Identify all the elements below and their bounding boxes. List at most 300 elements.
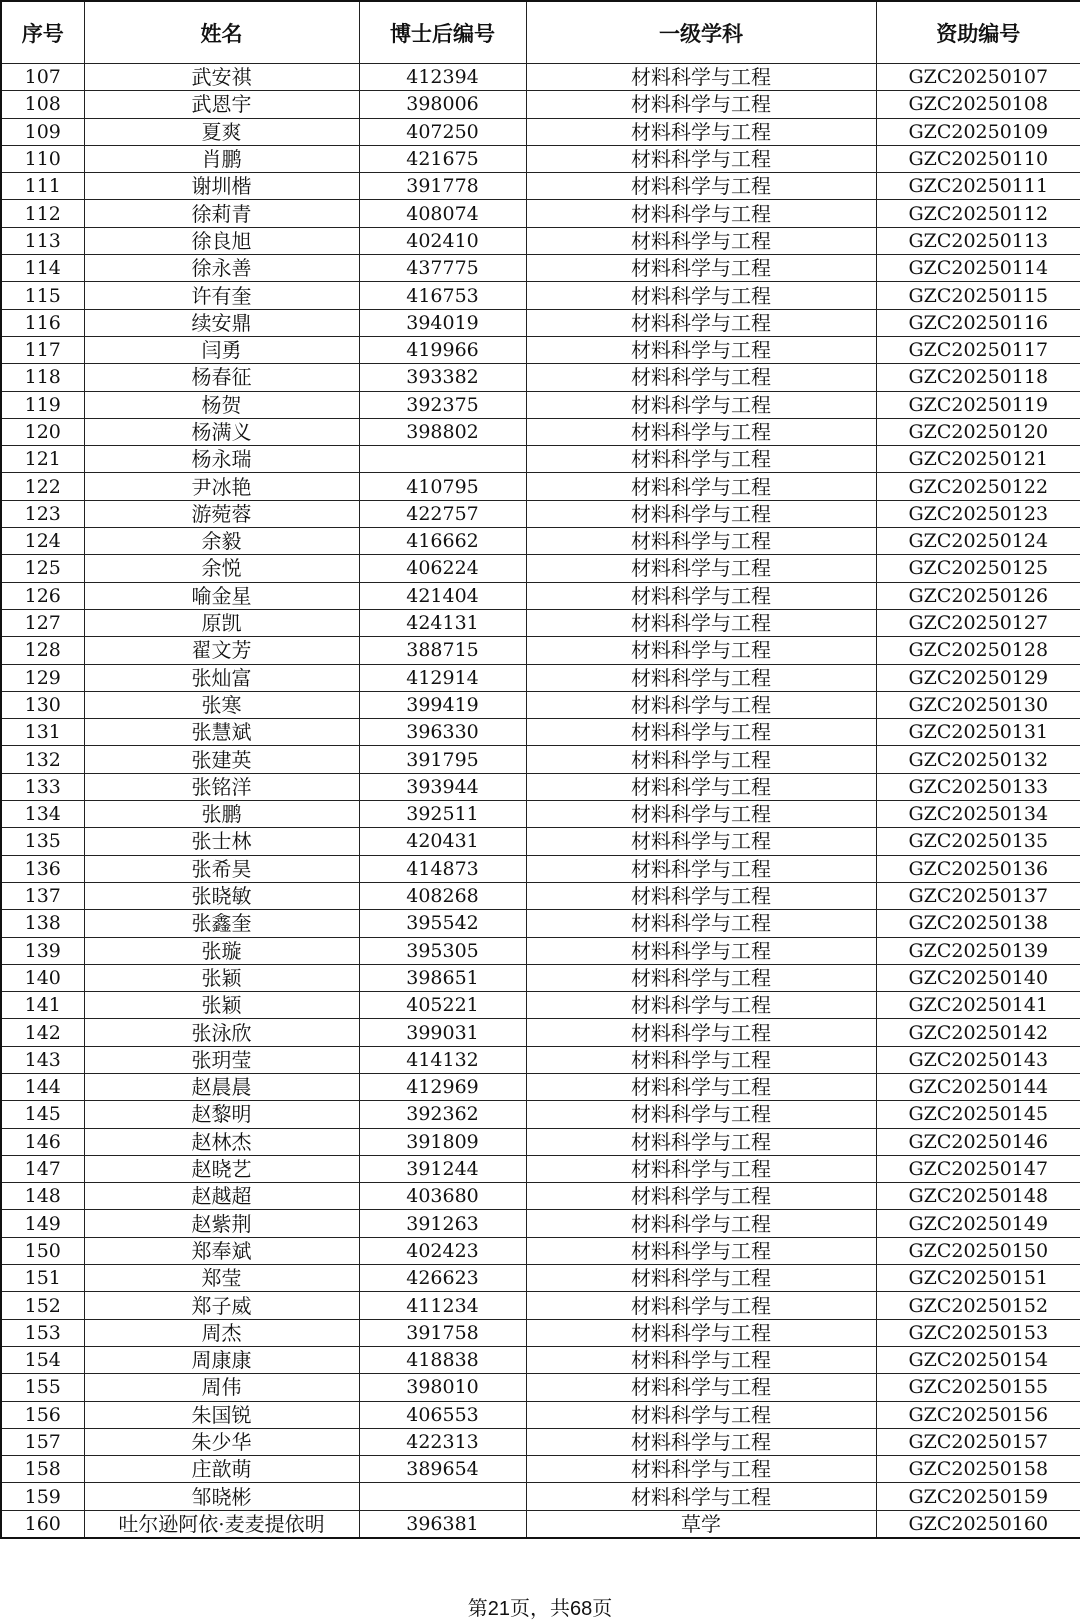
cell-postdoc-id: 414132 <box>359 1046 526 1073</box>
cell-funding-id: GZC20250112 <box>876 200 1080 227</box>
cell-discipline: 材料科学与工程 <box>526 1401 876 1428</box>
cell-discipline: 材料科学与工程 <box>526 637 876 664</box>
cell-discipline: 材料科学与工程 <box>526 309 876 336</box>
cell-postdoc-id: 398010 <box>359 1374 526 1401</box>
table-row <box>1 1019 1080 1046</box>
table-row <box>1 828 1080 855</box>
cell-discipline: 材料科学与工程 <box>526 500 876 527</box>
footer-total-pages: 68 <box>570 1598 593 1620</box>
cell-index: 115 <box>1 282 84 309</box>
cell-postdoc-id: 408074 <box>359 200 526 227</box>
cell-index: 117 <box>1 336 84 363</box>
cell-discipline: 材料科学与工程 <box>526 1128 876 1155</box>
cell-discipline: 材料科学与工程 <box>526 64 876 91</box>
cell-discipline: 材料科学与工程 <box>526 1428 876 1455</box>
cell-index: 133 <box>1 773 84 800</box>
cell-name: 张泳欣 <box>84 1019 359 1046</box>
cell-discipline: 材料科学与工程 <box>526 1265 876 1292</box>
cell-name: 郑奉斌 <box>84 1237 359 1264</box>
cell-discipline: 材料科学与工程 <box>526 227 876 254</box>
cell-name: 郑莹 <box>84 1265 359 1292</box>
cell-funding-id: GZC20250132 <box>876 746 1080 773</box>
cell-funding-id: GZC20250150 <box>876 1237 1080 1264</box>
cell-discipline: 材料科学与工程 <box>526 173 876 200</box>
cell-funding-id: GZC20250116 <box>876 309 1080 336</box>
cell-postdoc-id: 395542 <box>359 910 526 937</box>
cell-discipline: 材料科学与工程 <box>526 91 876 118</box>
cell-name: 赵林杰 <box>84 1128 359 1155</box>
table-row <box>1 227 1080 254</box>
cell-index: 114 <box>1 255 84 282</box>
cell-discipline: 材料科学与工程 <box>526 801 876 828</box>
header-name: 姓名 <box>84 1 359 64</box>
table-row <box>1 1101 1080 1128</box>
cell-name: 闫勇 <box>84 336 359 363</box>
cell-funding-id: GZC20250141 <box>876 992 1080 1019</box>
table-row <box>1 446 1080 473</box>
cell-index: 142 <box>1 1019 84 1046</box>
cell-postdoc-id: 398006 <box>359 91 526 118</box>
cell-index: 135 <box>1 828 84 855</box>
cell-index: 159 <box>1 1483 84 1510</box>
cell-discipline: 材料科学与工程 <box>526 1483 876 1510</box>
table-row <box>1 528 1080 555</box>
table-row <box>1 609 1080 636</box>
cell-funding-id: GZC20250113 <box>876 227 1080 254</box>
cell-index: 149 <box>1 1210 84 1237</box>
cell-discipline: 材料科学与工程 <box>526 855 876 882</box>
table-row <box>1 582 1080 609</box>
cell-name: 周杰 <box>84 1319 359 1346</box>
cell-funding-id: GZC20250154 <box>876 1346 1080 1373</box>
cell-funding-id: GZC20250147 <box>876 1155 1080 1182</box>
cell-name: 张铭洋 <box>84 773 359 800</box>
cell-funding-id: GZC20250126 <box>876 582 1080 609</box>
table-row <box>1 992 1080 1019</box>
table-row <box>1 1073 1080 1100</box>
cell-name: 张颖 <box>84 992 359 1019</box>
cell-name: 杨永瑞 <box>84 446 359 473</box>
cell-discipline: 材料科学与工程 <box>526 1183 876 1210</box>
cell-postdoc-id: 398802 <box>359 418 526 445</box>
cell-name: 周康康 <box>84 1346 359 1373</box>
cell-index: 157 <box>1 1428 84 1455</box>
cell-index: 132 <box>1 746 84 773</box>
cell-discipline: 材料科学与工程 <box>526 1073 876 1100</box>
cell-discipline: 材料科学与工程 <box>526 255 876 282</box>
cell-postdoc-id: 392511 <box>359 801 526 828</box>
cell-postdoc-id: 424131 <box>359 609 526 636</box>
cell-postdoc-id: 391244 <box>359 1155 526 1182</box>
cell-funding-id: GZC20250120 <box>876 418 1080 445</box>
cell-index: 138 <box>1 910 84 937</box>
cell-discipline: 材料科学与工程 <box>526 364 876 391</box>
table-row <box>1 1483 1080 1510</box>
cell-name: 杨贺 <box>84 391 359 418</box>
cell-name: 张希昊 <box>84 855 359 882</box>
table-row <box>1 336 1080 363</box>
table-row <box>1 555 1080 582</box>
cell-name: 赵晨晨 <box>84 1073 359 1100</box>
cell-discipline: 草学 <box>526 1510 876 1538</box>
cell-funding-id: GZC20250114 <box>876 255 1080 282</box>
cell-discipline: 材料科学与工程 <box>526 528 876 555</box>
cell-funding-id: GZC20250151 <box>876 1265 1080 1292</box>
cell-postdoc-id: 411234 <box>359 1292 526 1319</box>
table-row <box>1 1128 1080 1155</box>
cell-discipline: 材料科学与工程 <box>526 691 876 718</box>
cell-index: 155 <box>1 1374 84 1401</box>
cell-name: 徐永善 <box>84 255 359 282</box>
cell-postdoc-id: 391758 <box>359 1319 526 1346</box>
cell-index: 112 <box>1 200 84 227</box>
cell-name: 朱国锐 <box>84 1401 359 1428</box>
cell-name: 赵紫荆 <box>84 1210 359 1237</box>
cell-name: 杨春征 <box>84 364 359 391</box>
cell-index: 153 <box>1 1319 84 1346</box>
cell-funding-id: GZC20250148 <box>876 1183 1080 1210</box>
cell-funding-id: GZC20250108 <box>876 91 1080 118</box>
cell-funding-id: GZC20250119 <box>876 391 1080 418</box>
cell-index: 144 <box>1 1073 84 1100</box>
cell-name: 张士林 <box>84 828 359 855</box>
cell-funding-id: GZC20250135 <box>876 828 1080 855</box>
table-row <box>1 418 1080 445</box>
cell-discipline: 材料科学与工程 <box>526 964 876 991</box>
cell-index: 134 <box>1 801 84 828</box>
table-row <box>1 910 1080 937</box>
cell-discipline: 材料科学与工程 <box>526 1374 876 1401</box>
cell-funding-id: GZC20250153 <box>876 1319 1080 1346</box>
cell-discipline: 材料科学与工程 <box>526 446 876 473</box>
cell-index: 154 <box>1 1346 84 1373</box>
cell-postdoc-id: 396381 <box>359 1510 526 1538</box>
cell-name: 张慧斌 <box>84 719 359 746</box>
cell-name: 朱少华 <box>84 1428 359 1455</box>
cell-index: 111 <box>1 173 84 200</box>
cell-funding-id: GZC20250129 <box>876 664 1080 691</box>
cell-funding-id: GZC20250158 <box>876 1456 1080 1483</box>
table-row <box>1 1319 1080 1346</box>
table-row <box>1 746 1080 773</box>
cell-index: 123 <box>1 500 84 527</box>
cell-name: 赵晓艺 <box>84 1155 359 1182</box>
cell-funding-id: GZC20250109 <box>876 118 1080 145</box>
cell-funding-id: GZC20250127 <box>876 609 1080 636</box>
table-row <box>1 855 1080 882</box>
cell-index: 137 <box>1 882 84 909</box>
cell-name: 张鹏 <box>84 801 359 828</box>
cell-discipline: 材料科学与工程 <box>526 418 876 445</box>
cell-index: 129 <box>1 664 84 691</box>
cell-discipline: 材料科学与工程 <box>526 1319 876 1346</box>
cell-postdoc-id: 402423 <box>359 1237 526 1264</box>
cell-name: 吐尔逊阿依·麦麦提依明 <box>84 1510 359 1538</box>
cell-index: 150 <box>1 1237 84 1264</box>
cell-index: 108 <box>1 91 84 118</box>
cell-name: 尹冰艳 <box>84 473 359 500</box>
cell-postdoc-id: 391778 <box>359 173 526 200</box>
cell-name: 武恩宇 <box>84 91 359 118</box>
cell-index: 136 <box>1 855 84 882</box>
cell-index: 151 <box>1 1265 84 1292</box>
footer-middle: 页，共 <box>510 1596 570 1620</box>
footer-page-number: 21 <box>487 1598 510 1620</box>
cell-postdoc-id: 388715 <box>359 637 526 664</box>
cell-postdoc-id: 437775 <box>359 255 526 282</box>
cell-discipline: 材料科学与工程 <box>526 1101 876 1128</box>
cell-discipline: 材料科学与工程 <box>526 746 876 773</box>
cell-discipline: 材料科学与工程 <box>526 391 876 418</box>
cell-funding-id: GZC20250110 <box>876 145 1080 172</box>
cell-postdoc-id: 416662 <box>359 528 526 555</box>
cell-postdoc-id: 422313 <box>359 1428 526 1455</box>
table-row <box>1 91 1080 118</box>
cell-name: 余毅 <box>84 528 359 555</box>
header-funding-id: 资助编号 <box>876 1 1080 64</box>
cell-funding-id: GZC20250121 <box>876 446 1080 473</box>
header-index: 序号 <box>1 1 84 64</box>
cell-discipline: 材料科学与工程 <box>526 773 876 800</box>
cell-name: 原凯 <box>84 609 359 636</box>
cell-discipline: 材料科学与工程 <box>526 200 876 227</box>
cell-funding-id: GZC20250145 <box>876 1101 1080 1128</box>
cell-name: 张建英 <box>84 746 359 773</box>
cell-index: 128 <box>1 637 84 664</box>
cell-discipline: 材料科学与工程 <box>526 555 876 582</box>
cell-postdoc-id: 410795 <box>359 473 526 500</box>
cell-index: 119 <box>1 391 84 418</box>
table-row <box>1 1346 1080 1373</box>
cell-postdoc-id <box>359 446 526 473</box>
table-row <box>1 1456 1080 1483</box>
page-footer <box>0 1592 1080 1621</box>
table-row <box>1 882 1080 909</box>
cell-discipline: 材料科学与工程 <box>526 1019 876 1046</box>
cell-postdoc-id: 392375 <box>359 391 526 418</box>
cell-discipline: 材料科学与工程 <box>526 118 876 145</box>
cell-index: 125 <box>1 555 84 582</box>
table-row <box>1 1183 1080 1210</box>
cell-discipline: 材料科学与工程 <box>526 1346 876 1373</box>
table-row <box>1 391 1080 418</box>
cell-discipline: 材料科学与工程 <box>526 910 876 937</box>
cell-discipline: 材料科学与工程 <box>526 336 876 363</box>
cell-postdoc-id: 426623 <box>359 1265 526 1292</box>
cell-funding-id: GZC20250140 <box>876 964 1080 991</box>
cell-discipline: 材料科学与工程 <box>526 1155 876 1182</box>
cell-postdoc-id: 419966 <box>359 336 526 363</box>
cell-postdoc-id: 392362 <box>359 1101 526 1128</box>
cell-index: 156 <box>1 1401 84 1428</box>
cell-funding-id: GZC20250130 <box>876 691 1080 718</box>
cell-name: 徐良旭 <box>84 227 359 254</box>
table-row <box>1 964 1080 991</box>
cell-name: 翟文芳 <box>84 637 359 664</box>
cell-name: 张璇 <box>84 937 359 964</box>
cell-funding-id: GZC20250123 <box>876 500 1080 527</box>
cell-postdoc-id: 421675 <box>359 145 526 172</box>
cell-index: 126 <box>1 582 84 609</box>
cell-funding-id: GZC20250138 <box>876 910 1080 937</box>
header-discipline: 一级学科 <box>526 1 876 64</box>
cell-name: 周伟 <box>84 1374 359 1401</box>
cell-index: 147 <box>1 1155 84 1182</box>
cell-postdoc-id <box>359 1483 526 1510</box>
cell-postdoc-id: 412969 <box>359 1073 526 1100</box>
table-row <box>1 1374 1080 1401</box>
cell-index: 127 <box>1 609 84 636</box>
cell-index: 122 <box>1 473 84 500</box>
cell-postdoc-id: 396330 <box>359 719 526 746</box>
cell-discipline: 材料科学与工程 <box>526 882 876 909</box>
cell-index: 107 <box>1 64 84 91</box>
cell-funding-id: GZC20250125 <box>876 555 1080 582</box>
table-row <box>1 200 1080 227</box>
cell-index: 130 <box>1 691 84 718</box>
footer-prefix: 第 <box>467 1596 488 1620</box>
cell-postdoc-id: 391795 <box>359 746 526 773</box>
table-row <box>1 309 1080 336</box>
table-row <box>1 1265 1080 1292</box>
cell-index: 118 <box>1 364 84 391</box>
table-row <box>1 773 1080 800</box>
cell-index: 116 <box>1 309 84 336</box>
cell-postdoc-id: 416753 <box>359 282 526 309</box>
cell-index: 146 <box>1 1128 84 1155</box>
cell-funding-id: GZC20250156 <box>876 1401 1080 1428</box>
cell-index: 141 <box>1 992 84 1019</box>
cell-postdoc-id: 389654 <box>359 1456 526 1483</box>
cell-index: 143 <box>1 1046 84 1073</box>
cell-index: 160 <box>1 1510 84 1538</box>
table-row <box>1 282 1080 309</box>
cell-name: 肖鹏 <box>84 145 359 172</box>
cell-discipline: 材料科学与工程 <box>526 992 876 1019</box>
table-row <box>1 255 1080 282</box>
cell-funding-id: GZC20250128 <box>876 637 1080 664</box>
cell-name: 徐莉青 <box>84 200 359 227</box>
cell-funding-id: GZC20250160 <box>876 1510 1080 1538</box>
cell-name: 续安鼎 <box>84 309 359 336</box>
cell-postdoc-id: 391809 <box>359 1128 526 1155</box>
table-body <box>1 64 1080 1539</box>
cell-postdoc-id: 418838 <box>359 1346 526 1373</box>
cell-postdoc-id: 421404 <box>359 582 526 609</box>
cell-funding-id: GZC20250118 <box>876 364 1080 391</box>
cell-name: 张晓敏 <box>84 882 359 909</box>
cell-postdoc-id: 407250 <box>359 118 526 145</box>
cell-name: 庄歆萌 <box>84 1456 359 1483</box>
cell-funding-id: GZC20250155 <box>876 1374 1080 1401</box>
cell-postdoc-id: 394019 <box>359 309 526 336</box>
cell-funding-id: GZC20250152 <box>876 1292 1080 1319</box>
cell-funding-id: GZC20250137 <box>876 882 1080 909</box>
cell-funding-id: GZC20250117 <box>876 336 1080 363</box>
cell-index: 113 <box>1 227 84 254</box>
cell-postdoc-id: 422757 <box>359 500 526 527</box>
cell-funding-id: GZC20250122 <box>876 473 1080 500</box>
cell-name: 张颖 <box>84 964 359 991</box>
cell-discipline: 材料科学与工程 <box>526 473 876 500</box>
cell-discipline: 材料科学与工程 <box>526 582 876 609</box>
cell-funding-id: GZC20250139 <box>876 937 1080 964</box>
cell-discipline: 材料科学与工程 <box>526 1046 876 1073</box>
cell-postdoc-id: 403680 <box>359 1183 526 1210</box>
cell-postdoc-id: 402410 <box>359 227 526 254</box>
cell-funding-id: GZC20250124 <box>876 528 1080 555</box>
cell-name: 谢圳楷 <box>84 173 359 200</box>
cell-discipline: 材料科学与工程 <box>526 1456 876 1483</box>
cell-funding-id: GZC20250146 <box>876 1128 1080 1155</box>
table-row <box>1 473 1080 500</box>
cell-postdoc-id: 399419 <box>359 691 526 718</box>
cell-discipline: 材料科学与工程 <box>526 1210 876 1237</box>
cell-discipline: 材料科学与工程 <box>526 664 876 691</box>
cell-name: 张灿富 <box>84 664 359 691</box>
cell-discipline: 材料科学与工程 <box>526 282 876 309</box>
cell-name: 张玥莹 <box>84 1046 359 1073</box>
cell-index: 120 <box>1 418 84 445</box>
cell-funding-id: GZC20250133 <box>876 773 1080 800</box>
table-row <box>1 1510 1080 1538</box>
table-row <box>1 173 1080 200</box>
table-row <box>1 664 1080 691</box>
cell-index: 145 <box>1 1101 84 1128</box>
table-row <box>1 500 1080 527</box>
cell-postdoc-id: 398651 <box>359 964 526 991</box>
cell-name: 武安祺 <box>84 64 359 91</box>
cell-name: 赵越超 <box>84 1183 359 1210</box>
table-row <box>1 691 1080 718</box>
cell-funding-id: GZC20250107 <box>876 64 1080 91</box>
cell-index: 158 <box>1 1456 84 1483</box>
cell-name: 张寒 <box>84 691 359 718</box>
cell-index: 124 <box>1 528 84 555</box>
cell-discipline: 材料科学与工程 <box>526 609 876 636</box>
table-row <box>1 1428 1080 1455</box>
table-row <box>1 1046 1080 1073</box>
table-row <box>1 64 1080 91</box>
header-postdoc-id: 博士后编号 <box>359 1 526 64</box>
cell-funding-id: GZC20250134 <box>876 801 1080 828</box>
cell-postdoc-id: 405221 <box>359 992 526 1019</box>
cell-postdoc-id: 406553 <box>359 1401 526 1428</box>
cell-postdoc-id: 393944 <box>359 773 526 800</box>
cell-postdoc-id: 412914 <box>359 664 526 691</box>
table-row <box>1 719 1080 746</box>
cell-postdoc-id: 395305 <box>359 937 526 964</box>
cell-postdoc-id: 408268 <box>359 882 526 909</box>
table-row <box>1 1292 1080 1319</box>
cell-name: 郑子威 <box>84 1292 359 1319</box>
cell-index: 140 <box>1 964 84 991</box>
table-row <box>1 1210 1080 1237</box>
cell-discipline: 材料科学与工程 <box>526 828 876 855</box>
table-row <box>1 364 1080 391</box>
cell-name: 游菀蓉 <box>84 500 359 527</box>
cell-discipline: 材料科学与工程 <box>526 1292 876 1319</box>
cell-funding-id: GZC20250142 <box>876 1019 1080 1046</box>
cell-funding-id: GZC20250149 <box>876 1210 1080 1237</box>
table-row <box>1 937 1080 964</box>
cell-funding-id: GZC20250115 <box>876 282 1080 309</box>
cell-name: 许有奎 <box>84 282 359 309</box>
table-row <box>1 145 1080 172</box>
cell-name: 余悦 <box>84 555 359 582</box>
cell-funding-id: GZC20250136 <box>876 855 1080 882</box>
cell-funding-id: GZC20250157 <box>876 1428 1080 1455</box>
